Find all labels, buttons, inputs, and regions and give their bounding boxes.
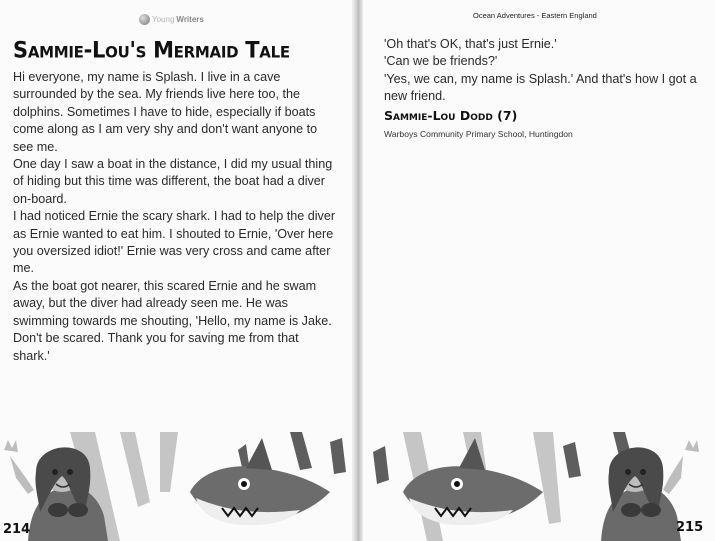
paragraph: I had noticed Ernie the scary shark. I had to help the diver as Ernie wanted to eat him. I shouted to Ernie, 'Over here you oversized idiot!' Ernie was very cross and came after me.	[13, 209, 336, 276]
page-number: 215	[676, 520, 704, 535]
paragraph: Hi everyone, my name is Splash. I live in a cave surrounded by the sea. My friends live here too, the dolphins. Sometimes I have to hide, especially if boats come along as I am very shy and don't want anyone to see me.	[13, 70, 318, 154]
story-title: Sammie-Lou's Mermaid Tale	[13, 37, 290, 63]
right-page	[363, 0, 715, 541]
story-text-right	[384, 36, 704, 106]
logo-prefix: Young	[152, 15, 175, 24]
mermaid-shark-illustration	[363, 432, 715, 541]
shark-icon	[190, 438, 330, 525]
paragraph: One day I saw a boat in the distance, I did my usual thing of hiding but this time was different, the boat had a diver on-board.	[13, 157, 333, 206]
book-gutter	[352, 0, 363, 541]
logo-suffix: Writers	[176, 15, 204, 24]
paragraph: 'Can we be friends?'	[384, 54, 498, 69]
logo-icon	[139, 14, 150, 25]
running-head: Ocean Adventures - Eastern England	[473, 11, 597, 20]
story-text-left	[13, 69, 338, 365]
school-name: Warboys Community Primary School, Huntingdon	[384, 129, 573, 139]
mermaid-shark-illustration	[0, 432, 352, 541]
page-number: 214	[3, 522, 31, 537]
author-name: Sammie-Lou Dodd (7)	[384, 108, 518, 123]
paragraph: As the boat got nearer, this scared Ernie and he swam away, but the diver had already seen me. He was swimming towards me shouting, 'Hello, my name is Jake. Don't be scared. Thank you for saving me from that shark.'	[13, 278, 332, 363]
young-writers-logo	[139, 14, 204, 25]
paragraph: 'Oh that's OK, that's just Ernie.'	[384, 37, 557, 51]
paragraph: 'Yes, we can, my name is Splash.' And that's how I got a new friend.	[384, 71, 697, 104]
left-page	[0, 0, 352, 541]
